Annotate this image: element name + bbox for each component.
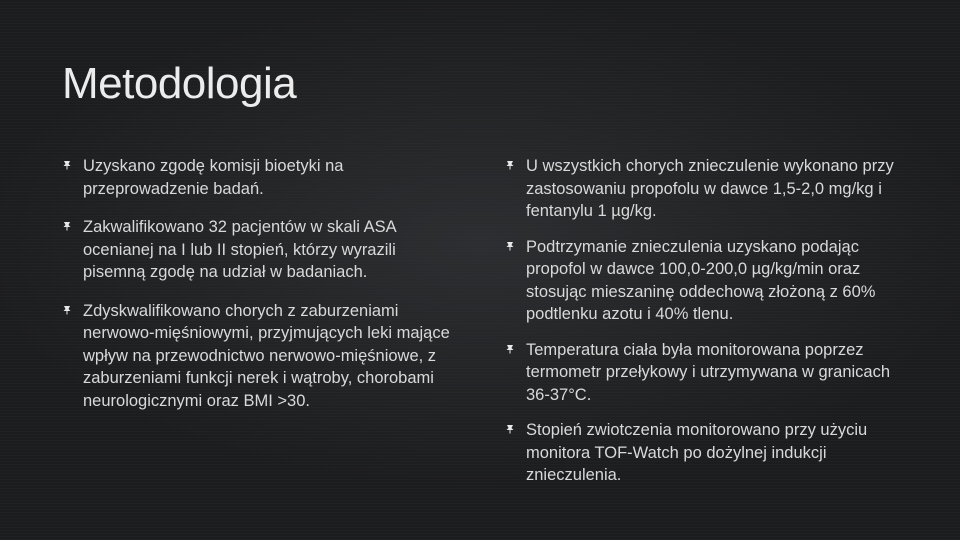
pushpin-icon bbox=[62, 221, 72, 231]
pushpin-icon bbox=[505, 424, 515, 434]
bullet-item bbox=[505, 236, 905, 326]
bullet-item bbox=[62, 216, 452, 284]
bullet-item bbox=[505, 155, 905, 223]
right-bullet-list bbox=[505, 155, 905, 500]
bullet-text: Stopień zwiotczenia monitorowano przy użyciu monitora TOF-Watch po dożylnej indukcji znieczulenia. bbox=[526, 421, 868, 484]
bullet-text: Podtrzymanie znieczulenia uzyskano podając propofol w dawce 100,0-200,0 µg/kg/min oraz stosując mieszaninę oddechową złożoną z 60% podtlenku azotu i 40% tlenu. bbox=[526, 237, 876, 323]
pushpin-icon bbox=[62, 160, 72, 170]
bullet-text: Zakwalifikowano 32 pacjentów w skali ASA ocenianej na I lub II stopień, którzy wyrazili pisemną zgodę na udział w badaniach. bbox=[83, 218, 396, 281]
bullet-text: Uzyskano zgodę komisji bioetyki na przeprowadzenie badań. bbox=[83, 157, 344, 198]
pushpin-icon bbox=[505, 241, 515, 251]
bullet-item bbox=[505, 339, 905, 407]
slide-title: Metodologia bbox=[62, 59, 297, 108]
bullet-text: U wszystkich chorych znieczulenie wykonano przy zastosowaniu propofolu w dawce 1,5-2,0 mg/kg i fentanylu 1 µg/kg. bbox=[526, 157, 894, 220]
bullet-text: Zdyskwalifikowano chorych z zaburzeniami nerwowo-mięśniowymi, przyjmujących leki mające wpływ na przewodnictwo nerwowo-mięśniowe, z zaburzeniami funkcji nerek i wątroby, chorobami neurologicznymi oraz BMI >30. bbox=[83, 301, 450, 410]
pushpin-icon bbox=[505, 344, 515, 354]
bullet-item bbox=[62, 300, 452, 413]
pushpin-icon bbox=[505, 160, 515, 170]
bullet-text: Temperatura ciała była monitorowana poprzez termometr przełykowy i utrzymywana w granicach 36-37°C. bbox=[526, 340, 891, 404]
bullet-item bbox=[505, 419, 905, 487]
left-bullet-list bbox=[62, 155, 452, 428]
pushpin-icon bbox=[62, 305, 72, 315]
bullet-item bbox=[62, 155, 452, 200]
